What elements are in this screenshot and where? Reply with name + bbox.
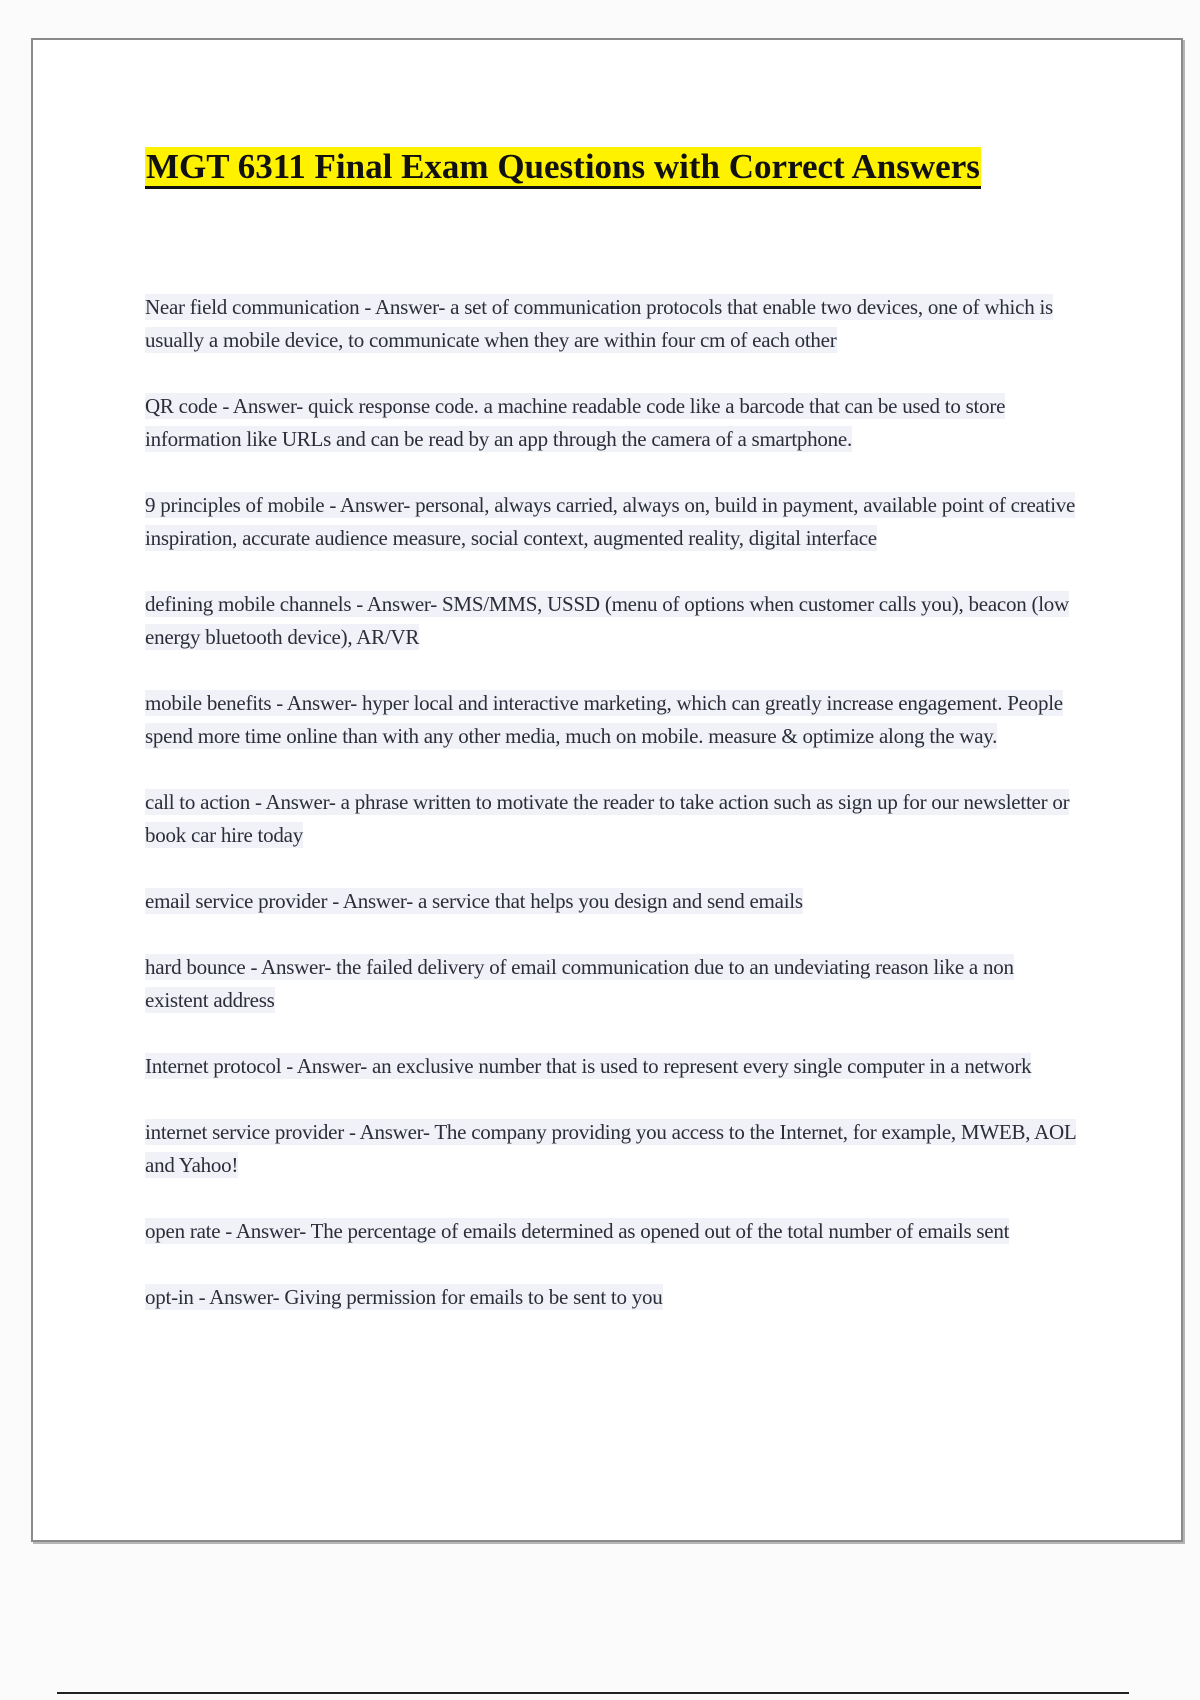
title-block bbox=[145, 145, 1145, 189]
item-text: defining mobile channels - Answer- SMS/MMS, USSD (menu of options when customer calls you), beacon (low energy bluetooth device), AR/VR bbox=[145, 592, 1069, 649]
list-item bbox=[145, 687, 1081, 753]
list-item bbox=[145, 951, 1081, 1017]
list-item bbox=[145, 489, 1081, 555]
item-text: 9 principles of mobile - Answer- personal, always carried, always on, build in payment, available point of creative inspiration, accurate audience measure, social context, augmented reality, digital interface bbox=[145, 493, 1076, 550]
list-item bbox=[145, 1116, 1081, 1182]
list-item bbox=[145, 291, 1081, 357]
item-text: mobile benefits - Answer- hyper local and interactive marketing, which can greatly increase engagement. People spend more time online than with any other media, much on mobile. measure & optimize along the way. bbox=[145, 691, 1063, 748]
list-item bbox=[145, 1050, 1081, 1083]
list-item bbox=[145, 390, 1081, 456]
item-text: open rate - Answer- The percentage of emails determined as opened out of the total number of emails sent bbox=[145, 1219, 1010, 1243]
qa-list bbox=[145, 291, 1081, 1347]
list-item bbox=[145, 786, 1081, 852]
list-item bbox=[145, 1215, 1081, 1248]
item-text: Near field communication - Answer- a set of communication protocols that enable two devices, one of which is usually a mobile device, to communicate when they are within four cm of each other bbox=[145, 295, 1053, 352]
list-item bbox=[145, 1281, 1081, 1314]
item-text: call to action - Answer- a phrase written to motivate the reader to take action such as sign up for our newsletter or book car hire today bbox=[145, 790, 1070, 847]
item-text: hard bounce - Answer- the failed delivery of email communication due to an undeviating reason like a non existent address bbox=[145, 955, 1014, 1012]
list-item bbox=[145, 588, 1081, 654]
item-text: opt-in - Answer- Giving permission for emails to be sent to you bbox=[145, 1285, 663, 1309]
item-text: internet service provider - Answer- The company providing you access to the Internet, for example, MWEB, AOL and Yahoo! bbox=[145, 1120, 1077, 1177]
document-page bbox=[31, 38, 1183, 1542]
list-item bbox=[145, 885, 1081, 918]
item-text: Internet protocol - Answer- an exclusive number that is used to represent every single computer in a network bbox=[145, 1054, 1032, 1078]
bottom-rule bbox=[57, 1692, 1129, 1694]
item-text: QR code - Answer- quick response code. a machine readable code like a barcode that can be used to store information like URLs and can be read by an app through the camera of a smartphone. bbox=[145, 394, 1006, 451]
document-title: MGT 6311 Final Exam Questions with Correct Answers bbox=[145, 147, 981, 189]
item-text: email service provider - Answer- a service that helps you design and send emails bbox=[145, 889, 803, 913]
